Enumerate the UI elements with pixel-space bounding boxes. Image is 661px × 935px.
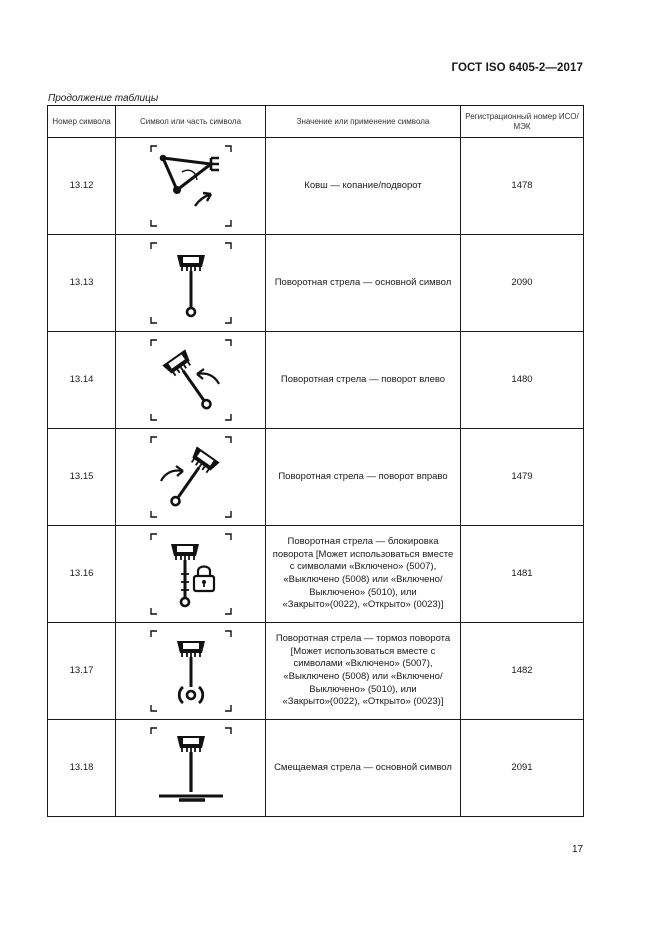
column-header-number: Номер символа — [48, 106, 116, 138]
registration-number: 1481 — [461, 526, 584, 623]
table-row — [48, 720, 584, 817]
symbol-meaning: Поворотная стрела — поворот влево — [266, 332, 461, 429]
symbol-cell — [116, 623, 266, 720]
bucket-digging-icon — [149, 144, 233, 228]
column-header-reg-number: Регистрационный номер ИСО/МЭК — [461, 106, 584, 138]
table-row — [48, 526, 584, 623]
symbol-number: 13.12 — [48, 138, 116, 235]
registration-number: 1482 — [461, 623, 584, 720]
swing-boom-right-icon — [149, 435, 233, 519]
symbol-cell — [116, 235, 266, 332]
table-row — [48, 623, 584, 720]
page-number: 17 — [572, 844, 584, 855]
table-header-row — [48, 106, 584, 138]
offset-boom-icon — [149, 726, 233, 810]
symbol-meaning: Смещаемая стрела — основной символ — [266, 720, 461, 817]
table-caption: Продолжение таблицы — [48, 93, 159, 104]
registration-number: 1479 — [461, 429, 584, 526]
swing-boom-icon — [149, 241, 233, 325]
symbol-meaning: Поворотная стрела — основной символ — [266, 235, 461, 332]
table-row — [48, 235, 584, 332]
table-row — [48, 138, 584, 235]
symbol-cell — [116, 332, 266, 429]
symbol-cell — [116, 720, 266, 817]
symbol-meaning: Ковш — копание/подворот — [266, 138, 461, 235]
symbol-cell — [116, 138, 266, 235]
swing-boom-lock-icon — [149, 532, 233, 616]
symbol-number: 13.15 — [48, 429, 116, 526]
column-header-symbol: Символ или часть символа — [116, 106, 266, 138]
registration-number: 2090 — [461, 235, 584, 332]
registration-number: 1480 — [461, 332, 584, 429]
registration-number: 1478 — [461, 138, 584, 235]
column-header-meaning: Значение или применение символа — [266, 106, 461, 138]
symbol-cell — [116, 526, 266, 623]
symbol-number: 13.14 — [48, 332, 116, 429]
symbol-meaning: Поворотная стрела — блокировка поворота [Может использоваться вместе с символами «Включено» (5007), «Выключено (5008) или «Включено/Выключено» (5010), или «Закрыто»(0022), «Открыто» (0023)] — [266, 526, 461, 623]
symbol-number: 13.16 — [48, 526, 116, 623]
symbol-number: 13.18 — [48, 720, 116, 817]
document-title: ГОСТ ISO 6405-2—2017 — [451, 62, 583, 74]
symbol-number: 13.13 — [48, 235, 116, 332]
symbol-meaning: Поворотная стрела — тормоз поворота [Может использоваться вместе с символами «Включено» (5007), «Выключено (5008) или «Включено/Выключено» (5010), или «Закрыто»(0022), «Открыто» (0023)] — [266, 623, 461, 720]
swing-boom-left-icon — [149, 338, 233, 422]
symbol-number: 13.17 — [48, 623, 116, 720]
symbol-cell — [116, 429, 266, 526]
symbols-table — [47, 105, 584, 817]
table-row — [48, 332, 584, 429]
table-row — [48, 429, 584, 526]
registration-number: 2091 — [461, 720, 584, 817]
swing-boom-brake-icon — [149, 629, 233, 713]
symbol-meaning: Поворотная стрела — поворот вправо — [266, 429, 461, 526]
